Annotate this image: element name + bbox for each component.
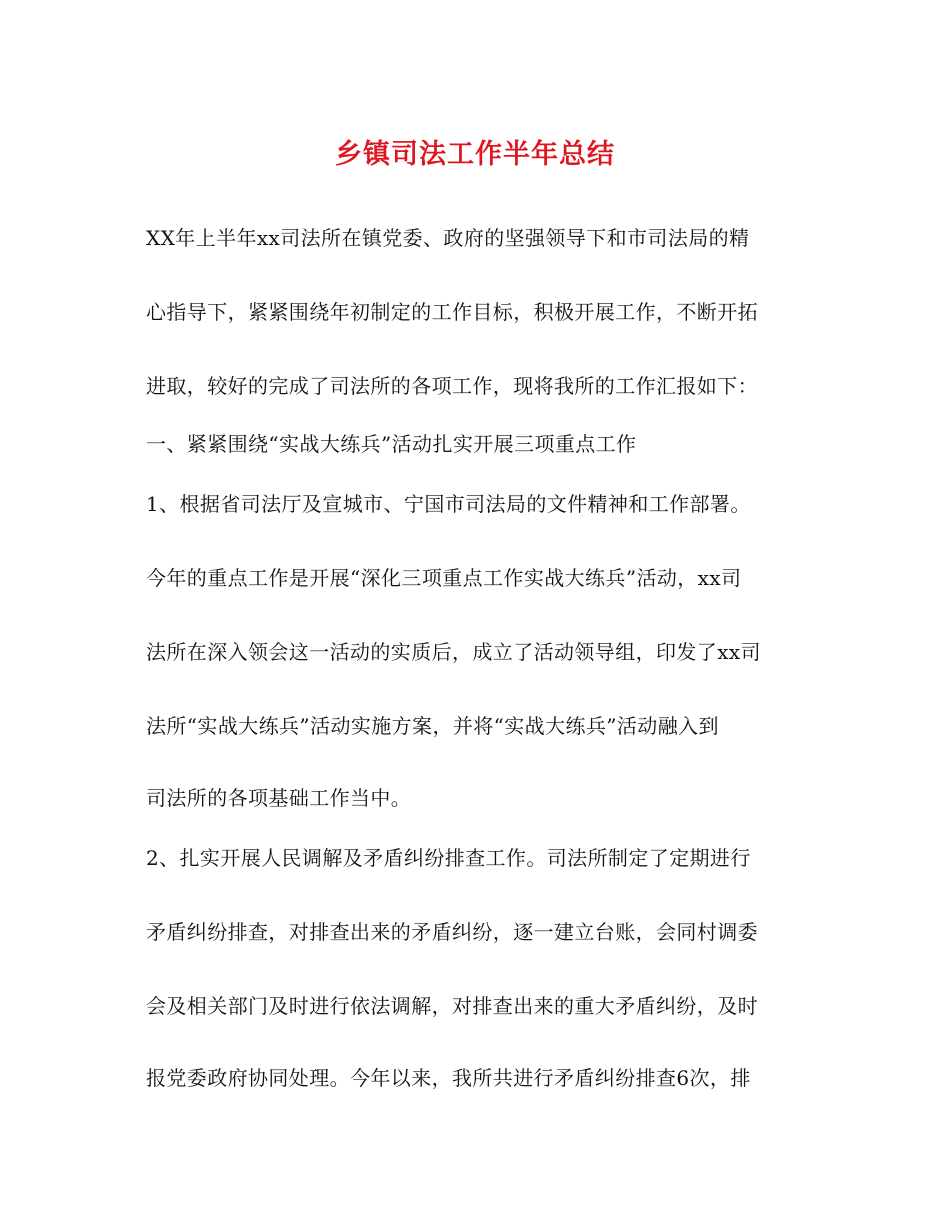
paragraph-line: 今年的重点工作是开展“深化三项重点工作实战大练兵”活动，xx司 [146, 566, 742, 590]
paragraph-line: 报党委政府协同处理。今年以来，我所共进行矛盾纠纷排查6次，排 [146, 1066, 751, 1090]
paragraph-line: 会及相关部门及时进行依法调解，对排查出来的重大矛盾纠纷，及时 [146, 994, 758, 1018]
section-heading: 一、紧紧围绕“实战大练兵”活动扎实开展三项重点工作 [146, 432, 637, 456]
paragraph-line: 法所在深入领会这一活动的实质后，成立了活动领导组，印发了xx司 [146, 640, 761, 664]
paragraph-line: 2、扎实开展人民调解及矛盾纠纷排查工作。司法所制定了定期进行 [146, 846, 751, 870]
paragraph-line: 司法所的各项基础工作当中。 [146, 786, 412, 810]
paragraph-line: XX年上半年xx司法所在镇党委、政府的坚强领导下和市司法局的精 [146, 226, 750, 250]
document-title: 乡镇司法工作半年总结 [335, 139, 615, 170]
paragraph-line: 1、根据省司法厅及宣城市、宁国市司法局的文件精神和工作部署。 [146, 492, 751, 516]
paragraph-line: 法所“实战大练兵”活动实施方案，并将“实战大练兵”活动融入到 [146, 714, 719, 738]
paragraph-line: 心指导下，紧紧围绕年初制定的工作目标，积极开展工作，不断开拓 [146, 300, 758, 324]
paragraph-line: 矛盾纠纷排查，对排查出来的矛盾纠纷，逐一建立台账，会同村调委 [146, 920, 758, 944]
paragraph-line: 进取，较好的完成了司法所的各项工作，现将我所的工作汇报如下： [146, 374, 758, 398]
